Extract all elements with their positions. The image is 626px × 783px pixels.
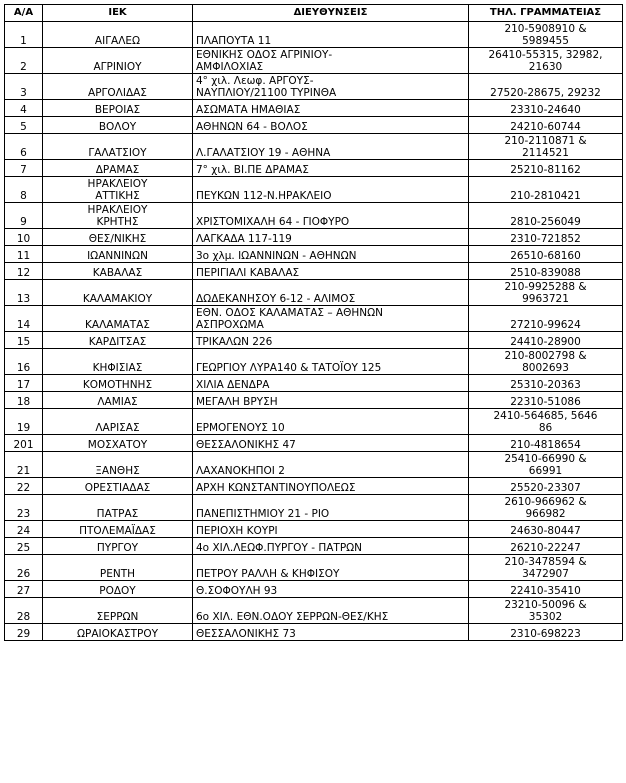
table-body <box>5 22 623 641</box>
table-row <box>5 160 623 177</box>
table-row <box>5 48 623 74</box>
phone: 210-5908910 & 5989455 <box>469 22 623 48</box>
iek-name: ΗΡΑΚΛΕΙΟΥ ΚΡΗΤΗΣ <box>43 203 193 229</box>
iek-name: ΟΡΕΣΤΙΑΔΑΣ <box>43 478 193 495</box>
iek-name: ΡΕΝΤΗ <box>43 555 193 581</box>
row-number: 1 <box>5 22 43 48</box>
address: ΘΕΣΣΑΛΟΝΙΚΗΣ 47 <box>193 435 469 452</box>
iek-name: ΠΤΟΛΕΜΑΪΔΑΣ <box>43 521 193 538</box>
table-row <box>5 246 623 263</box>
iek-name: ΚΟΜΟΤΗΝΗΣ <box>43 375 193 392</box>
phone: 210-4818654 <box>469 435 623 452</box>
row-number: 15 <box>5 332 43 349</box>
address: ΑΡΧΗ ΚΩΝΣΤΑΝΤΙΝΟΥΠΟΛΕΩΣ <box>193 478 469 495</box>
table-row <box>5 521 623 538</box>
address: ΓΕΩΡΓΙΟΥ ΛΥΡΑ140 & ΤΑΤΟΪΟΥ 125 <box>193 349 469 375</box>
address: ΕΘΝΙΚΗΣ ΟΔΟΣ ΑΓΡΙΝΙΟΥ- ΑΜΦΙΛΟΧΙΑΣ <box>193 48 469 74</box>
address: Λ.ΓΑΛΑΤΣΙΟΥ 19 - ΑΘΗΝΑ <box>193 134 469 160</box>
address: ΧΡΙΣΤΟΜΙΧΑΛΗ 64 - ΓΙΟΦΥΡΟ <box>193 203 469 229</box>
table-row <box>5 598 623 624</box>
address: ΑΣΩΜΑΤΑ ΗΜΑΘΙΑΣ <box>193 100 469 117</box>
phone: 23310-24640 <box>469 100 623 117</box>
phone: 24630-80447 <box>469 521 623 538</box>
phone: 26410-55315, 32982, 21630 <box>469 48 623 74</box>
address: ΜΕΓΑΛΗ ΒΡΥΣΗ <box>193 392 469 409</box>
address: ΧΙΛΙΑ ΔΕΝΔΡΑ <box>193 375 469 392</box>
phone: 2410-564685, 5646 86 <box>469 409 623 435</box>
phone: 210-2110871 & 2114521 <box>469 134 623 160</box>
address: 6ο ΧΙΛ. ΕΘΝ.ΟΔΟΥ ΣΕΡΡΩΝ-ΘΕΣ/ΚΗΣ <box>193 598 469 624</box>
iek-name: ΚΑΛΑΜΑΚΙΟΥ <box>43 280 193 306</box>
iek-name: ΘΕΣ/ΝΙΚΗΣ <box>43 229 193 246</box>
table-row <box>5 263 623 280</box>
address: 3ο χλμ. ΙΩΑΝΝΙΝΩΝ - ΑΘΗΝΩΝ <box>193 246 469 263</box>
table-row <box>5 100 623 117</box>
row-number: 25 <box>5 538 43 555</box>
iek-name: ΞΑΝΘΗΣ <box>43 452 193 478</box>
table-row <box>5 409 623 435</box>
table-row <box>5 392 623 409</box>
table-row <box>5 117 623 134</box>
phone: 2510-839088 <box>469 263 623 280</box>
table-row <box>5 229 623 246</box>
row-number: 12 <box>5 263 43 280</box>
iek-name: ΚΗΦΙΣΙΑΣ <box>43 349 193 375</box>
row-number: 9 <box>5 203 43 229</box>
table-row <box>5 555 623 581</box>
table-row <box>5 581 623 598</box>
iek-name: ΑΙΓΑΛΕΩ <box>43 22 193 48</box>
address: ΠΕΥΚΩΝ 112-Ν.ΗΡΑΚΛΕΙΟ <box>193 177 469 203</box>
address: 4ο ΧΙΛ.ΛΕΩΦ.ΠΥΡΓΟΥ - ΠΑΤΡΩΝ <box>193 538 469 555</box>
iek-name: ΜΟΣΧΑΤΟΥ <box>43 435 193 452</box>
address: Θ.ΣΟΦΟΥΛΗ 93 <box>193 581 469 598</box>
phone: 25520-23307 <box>469 478 623 495</box>
row-number: 201 <box>5 435 43 452</box>
row-number: 29 <box>5 624 43 641</box>
row-number: 2 <box>5 48 43 74</box>
header-address: ΔΙΕΥΘΥΝΣΕΙΣ <box>193 5 469 22</box>
row-number: 17 <box>5 375 43 392</box>
row-number: 28 <box>5 598 43 624</box>
iek-name: ΒΟΛΟΥ <box>43 117 193 134</box>
row-number: 27 <box>5 581 43 598</box>
address: ΔΩΔΕΚΑΝΗΣΟΥ 6-12 - ΑΛΙΜΟΣ <box>193 280 469 306</box>
phone: 210-3478594 & 3472907 <box>469 555 623 581</box>
phone: 22410-35410 <box>469 581 623 598</box>
address: ΛΑΓΚΑΔΑ 117-119 <box>193 229 469 246</box>
row-number: 11 <box>5 246 43 263</box>
table-row <box>5 177 623 203</box>
iek-name: ΑΓΡΙΝΙΟΥ <box>43 48 193 74</box>
table-header-row <box>5 5 623 22</box>
table-row <box>5 435 623 452</box>
row-number: 26 <box>5 555 43 581</box>
address: ΠΛΑΠΟΥΤΑ 11 <box>193 22 469 48</box>
table-row <box>5 332 623 349</box>
phone: 22310-51086 <box>469 392 623 409</box>
phone: 25410-66990 & 66991 <box>469 452 623 478</box>
row-number: 7 <box>5 160 43 177</box>
address: ΠΕΤΡΟΥ ΡΑΛΛΗ & ΚΗΦΙΣΟΥ <box>193 555 469 581</box>
table-row <box>5 22 623 48</box>
iek-name: ΔΡΑΜΑΣ <box>43 160 193 177</box>
phone: 26210-22247 <box>469 538 623 555</box>
row-number: 19 <box>5 409 43 435</box>
phone: 210-2810421 <box>469 177 623 203</box>
row-number: 22 <box>5 478 43 495</box>
address: ΑΘΗΝΩΝ 64 - ΒΟΛΟΣ <box>193 117 469 134</box>
header-aa: Α/Α <box>5 5 43 22</box>
table-row <box>5 495 623 521</box>
table-row <box>5 134 623 160</box>
phone: 24210-60744 <box>469 117 623 134</box>
phone: 23210-50096 & 35302 <box>469 598 623 624</box>
table-row <box>5 538 623 555</box>
row-number: 24 <box>5 521 43 538</box>
iek-name: ΚΑΒΑΛΑΣ <box>43 263 193 280</box>
address: 7° χιλ. ΒΙ.ΠΕ ΔΡΑΜΑΣ <box>193 160 469 177</box>
iek-name: ΣΕΡΡΩΝ <box>43 598 193 624</box>
row-number: 4 <box>5 100 43 117</box>
phone: 24410-28900 <box>469 332 623 349</box>
iek-name: ΠΑΤΡΑΣ <box>43 495 193 521</box>
phone: 27210-99624 <box>469 306 623 332</box>
iek-name: ΑΡΓΟΛΙΔΑΣ <box>43 74 193 100</box>
phone: 27520-28675, 29232 <box>469 74 623 100</box>
row-number: 23 <box>5 495 43 521</box>
iek-name: ΚΑΛΑΜΑΤΑΣ <box>43 306 193 332</box>
table-row <box>5 203 623 229</box>
phone: 25210-81162 <box>469 160 623 177</box>
iek-name: ΚΑΡΔΙΤΣΑΣ <box>43 332 193 349</box>
row-number: 14 <box>5 306 43 332</box>
row-number: 3 <box>5 74 43 100</box>
table-row <box>5 452 623 478</box>
iek-name: ΗΡΑΚΛΕΙΟΥ ΑΤΤΙΚΗΣ <box>43 177 193 203</box>
iek-name: ΛΑΡΙΣΑΣ <box>43 409 193 435</box>
header-iek: ΙΕΚ <box>43 5 193 22</box>
phone: 210-8002798 & 8002693 <box>469 349 623 375</box>
row-number: 16 <box>5 349 43 375</box>
address: ΘΕΣΣΑΛΟΝΙΚΗΣ 73 <box>193 624 469 641</box>
iek-name: ΛΑΜΙΑΣ <box>43 392 193 409</box>
iek-name: ΓΑΛΑΤΣΙΟΥ <box>43 134 193 160</box>
phone: 2310-698223 <box>469 624 623 641</box>
iek-name: ΙΩΑΝΝΙΝΩΝ <box>43 246 193 263</box>
iek-name: ΒΕΡΟΙΑΣ <box>43 100 193 117</box>
row-number: 6 <box>5 134 43 160</box>
header-phone: ΤΗΛ. ΓΡΑΜΜΑΤΕΙΑΣ <box>469 5 623 22</box>
address: ΛΑΧΑΝΟΚΗΠΟΙ 2 <box>193 452 469 478</box>
phone: 2310-721852 <box>469 229 623 246</box>
address: ΠΕΡΙΟΧΗ ΚΟΥΡΙ <box>193 521 469 538</box>
iek-directory-table <box>4 4 623 641</box>
table-row <box>5 280 623 306</box>
phone: 2610-966962 & 966982 <box>469 495 623 521</box>
address: ΠΕΡΙΓΙΑΛΙ ΚΑΒΑΛΑΣ <box>193 263 469 280</box>
table-row <box>5 306 623 332</box>
row-number: 13 <box>5 280 43 306</box>
row-number: 21 <box>5 452 43 478</box>
table-row <box>5 478 623 495</box>
row-number: 5 <box>5 117 43 134</box>
address: 4° χιλ. Λεωφ. ΑΡΓΟΥΣ- ΝΑΥΠΛΙΟΥ/21100 ΤΥΡΙΝΘΑ <box>193 74 469 100</box>
phone: 2810-256049 <box>469 203 623 229</box>
iek-name: ΡΟΔΟΥ <box>43 581 193 598</box>
phone: 210-9925288 & 9963721 <box>469 280 623 306</box>
row-number: 8 <box>5 177 43 203</box>
table-row <box>5 375 623 392</box>
table-row <box>5 624 623 641</box>
address: ΤΡΙΚΑΛΩΝ 226 <box>193 332 469 349</box>
phone: 26510-68160 <box>469 246 623 263</box>
address: ΕΘΝ. ΟΔΟΣ ΚΑΛΑΜΑΤΑΣ – ΑΘΗΝΩΝ ΑΣΠΡΟΧΩΜΑ <box>193 306 469 332</box>
table-row <box>5 74 623 100</box>
row-number: 18 <box>5 392 43 409</box>
phone: 25310-20363 <box>469 375 623 392</box>
address: ΕΡΜΟΓΕΝΟΥΣ 10 <box>193 409 469 435</box>
row-number: 10 <box>5 229 43 246</box>
address: ΠΑΝΕΠΙΣΤΗΜΙΟΥ 21 - ΡΙΟ <box>193 495 469 521</box>
table-row <box>5 349 623 375</box>
iek-name: ΩΡΑΙΟΚΑΣΤΡΟΥ <box>43 624 193 641</box>
iek-name: ΠΥΡΓΟΥ <box>43 538 193 555</box>
